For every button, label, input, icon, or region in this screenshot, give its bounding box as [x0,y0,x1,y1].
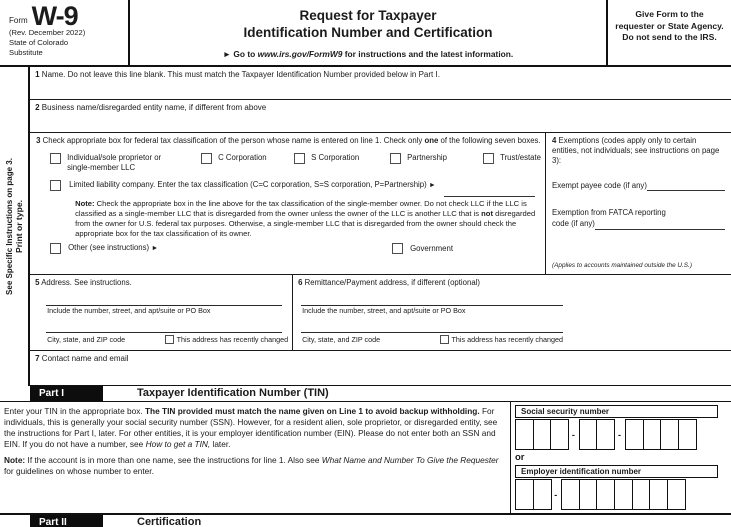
ssn-digit-box-1[interactable] [515,419,534,450]
ein-digit-box-9[interactable] [667,479,686,510]
goto-post: for instructions and the latest information. [342,48,514,59]
form-number-line [9,1,126,31]
ssn-digit-box-8[interactable] [660,419,679,450]
remittance-address-section [293,275,731,350]
other-option-row [50,243,541,254]
arrow-right-icon: ► [222,48,232,59]
address-sections [30,275,731,351]
address-city-input[interactable] [46,317,282,333]
title-line-2: Identification Number and Certification [243,24,493,40]
side-see-instructions: See Specific Instructions on page 3. [5,158,15,295]
ssn-digit-box-3[interactable] [550,419,569,450]
exempt-payee-code-input[interactable] [647,182,725,191]
ein-digit-box-7[interactable] [632,479,651,510]
classification-heading: 3 Check appropriate box for federal tax classification of the person whose name is entered on line 1. Check only one of the following seven boxes. [36,135,541,145]
form-state: State of Colorado [9,37,69,47]
part1-instructions [0,402,510,513]
ein-digit-box-4[interactable] [579,479,598,510]
ssn-boxes [515,419,731,450]
fatca-label-line1: Exemption from FATCA reporting [552,208,666,218]
address-section [30,275,293,350]
option-c-corporation [201,153,294,164]
part1-note: Note: If the account is in more than one name, see the instructions for line 1. Also see What Name and Number To Give the Requester for guidelines on whose number to enter. [4,454,499,476]
address-street-hint: Include the number, street, and apt/suite or PO Box [47,306,211,316]
exemptions-heading: 4 Exemptions (codes apply only to certain entities, not individuals; see instructions on page 3): [552,135,720,166]
part2-bar-spacer [0,515,30,527]
label-other: Other (see instructions) ► [68,243,159,253]
classification-checkbox-row [50,153,541,172]
checkbox-remittance-changed[interactable] [440,335,449,344]
address-city-hint: City, state, and ZIP code [47,335,126,345]
form-id-block [0,0,128,65]
remittance-heading: 6 Remittance/Payment address, if different (optional) [298,278,480,288]
checkbox-partnership[interactable] [390,153,401,164]
fatca-code-input[interactable] [595,221,725,230]
label-partnership: Partnership [407,152,447,162]
exempt-payee-label: Exempt payee code (if any) [552,181,647,191]
remittance-changed-group [440,335,563,344]
ein-digit-box-2[interactable] [533,479,552,510]
address-changed-label: This address has recently changed [176,335,289,345]
business-name-label: 2 Business name/disregarded entity name, if different from above [35,102,267,112]
or-label: or [515,452,525,463]
llc-option-row [50,180,535,197]
form-title-block [128,0,608,65]
form-fields [28,67,731,386]
address-street-input[interactable] [46,289,282,306]
side-margin [0,67,28,386]
ssn-dash-2: - [618,429,622,440]
fatca-label-line2: code (if any) [552,219,595,229]
part1-content [0,402,731,513]
part1-title: Taxpayer Identification Number (TIN) [137,387,329,399]
title-line-1: Request for Taxpayer [299,8,437,23]
form-upper-body [0,67,731,386]
ein-digit-box-1[interactable] [515,479,534,510]
part1-label: Part I [30,386,103,401]
checkbox-s-corporation[interactable] [294,153,305,164]
checkbox-c-corporation[interactable] [201,153,212,164]
remittance-street-hint: Include the number, street, and apt/suite or PO Box [302,306,466,316]
ssn-digit-box-4[interactable] [579,419,598,450]
rotated-margin-text [0,67,30,386]
irs-form-url[interactable]: www.irs.gov/FormW9 [257,48,343,59]
page-title [130,8,606,42]
checkbox-other[interactable] [50,243,61,254]
checkbox-government[interactable] [392,243,403,254]
tin-entry-area [510,402,731,513]
arrow-right-icon: ► [428,182,436,190]
ssn-dash-1: - [571,429,575,440]
form-number: W-9 [31,1,78,31]
goto-line [130,49,606,59]
remittance-city-input[interactable] [301,317,563,333]
side-print-or-type: Print or type. [14,200,25,254]
part2-label: Part II [30,515,103,527]
ein-digit-box-8[interactable] [649,479,668,510]
goto-pre: Go to [231,48,258,59]
remittance-changed-label: This address has recently changed [451,335,563,345]
tax-classification-section [30,133,545,275]
remittance-city-hint: City, state, and ZIP code [302,335,381,345]
form-word: Form [9,15,28,25]
ssn-digit-box-9[interactable] [678,419,697,450]
label-individual: Individual/sole proprietor or single-member LLC [67,152,162,172]
ein-digit-box-6[interactable] [614,479,633,510]
ein-boxes [515,479,731,510]
option-partnership [390,153,483,164]
label-llc: Limited liability company. Enter the tax classification (C=C corporation, S=S corporation, P=Partnership) ► [69,180,436,190]
option-government [392,243,453,254]
name-field-label: 1 Name. Do not leave this line blank. This must match the Taxpayer Identification Number provided below in Part I. [35,70,440,79]
checkbox-trust-estate[interactable] [483,153,494,164]
give-form-notice: Give Form to the requester or State Agency. Do not send to the IRS. [615,9,724,43]
ssn-digit-box-7[interactable] [643,419,662,450]
form-revision: (Rev. December 2022) [9,27,86,37]
form-header [0,0,731,67]
llc-classification-input[interactable] [444,188,535,197]
checkbox-individual-sole-proprietor[interactable] [50,153,61,164]
contact-field[interactable] [30,351,731,385]
option-trust-estate [483,153,541,164]
classification-and-exemptions [30,133,731,276]
llc-note: Note: Check the appropriate box in the line above for the tax classification of the single-member owner. Do not check LLC if the LLC is classified as a single-member LLC that is disregarded from the owner unless the owner of the LLC is another LLC that is not disregarded from the owner for U.S. federal tax purposes. Otherwise, a single-member LLC that is disregarded from the owner should check the appropriate box for the tax classification of its owner. [75,199,536,238]
exempt-payee-row [552,181,725,191]
label-c-corporation: C Corporation [218,152,267,162]
ssn-label: Social security number [515,405,718,418]
part2-title: Certification [137,516,202,527]
ein-digit-box-5[interactable] [596,479,615,510]
form-substitute: Substitute [9,47,43,57]
part1-bar-spacer [0,386,30,401]
address-changed-group [165,335,288,344]
remittance-street-input[interactable] [301,289,563,306]
checkbox-address-changed[interactable] [165,335,174,344]
part2-bar [0,513,731,527]
ein-label: Employer identification number [515,465,718,478]
address-city-row [30,333,292,344]
option-other [50,243,392,254]
part1-paragraph: Enter your TIN in the appropriate box. The TIN provided must match the name given on Line 1 to avoid backup withholding. For individuals, this is generally your social security number (SSN). However, for a resident alien, sole proprietor, or disregarded entity, see the instructions for Part I, later. For other entities, it is your employer identification number (EIN). Please do not enter both an SSN and EIN. If you do not have a number, see How to get a TIN, later. [4,406,498,449]
label-trust-estate: Trust/estate [500,152,541,162]
option-individual [50,153,201,172]
remittance-city-row [293,333,731,344]
label-s-corporation: S Corporation [311,152,360,162]
fatca-code-row [552,219,725,229]
address-heading: 5 Address. See instructions. [35,278,132,288]
ein-dash: - [554,489,558,500]
fatca-block [552,208,725,229]
label-government: Government [410,243,454,253]
business-name-field[interactable] [30,100,731,133]
arrow-right-icon: ► [151,245,159,253]
option-s-corporation [294,153,390,164]
fatca-applies-note: (Applies to accounts maintained outside the U.S.) [552,262,692,269]
part1-bar [0,386,731,402]
name-field[interactable] [30,67,731,100]
checkbox-llc[interactable] [50,180,61,191]
contact-field-label: 7 Contact name and email [35,354,129,364]
ein-digit-box-3[interactable] [561,479,580,510]
exemptions-section [545,133,731,275]
ssn-digit-box-2[interactable] [533,419,552,450]
ssn-digit-box-6[interactable] [625,419,644,450]
ssn-digit-box-5[interactable] [596,419,615,450]
